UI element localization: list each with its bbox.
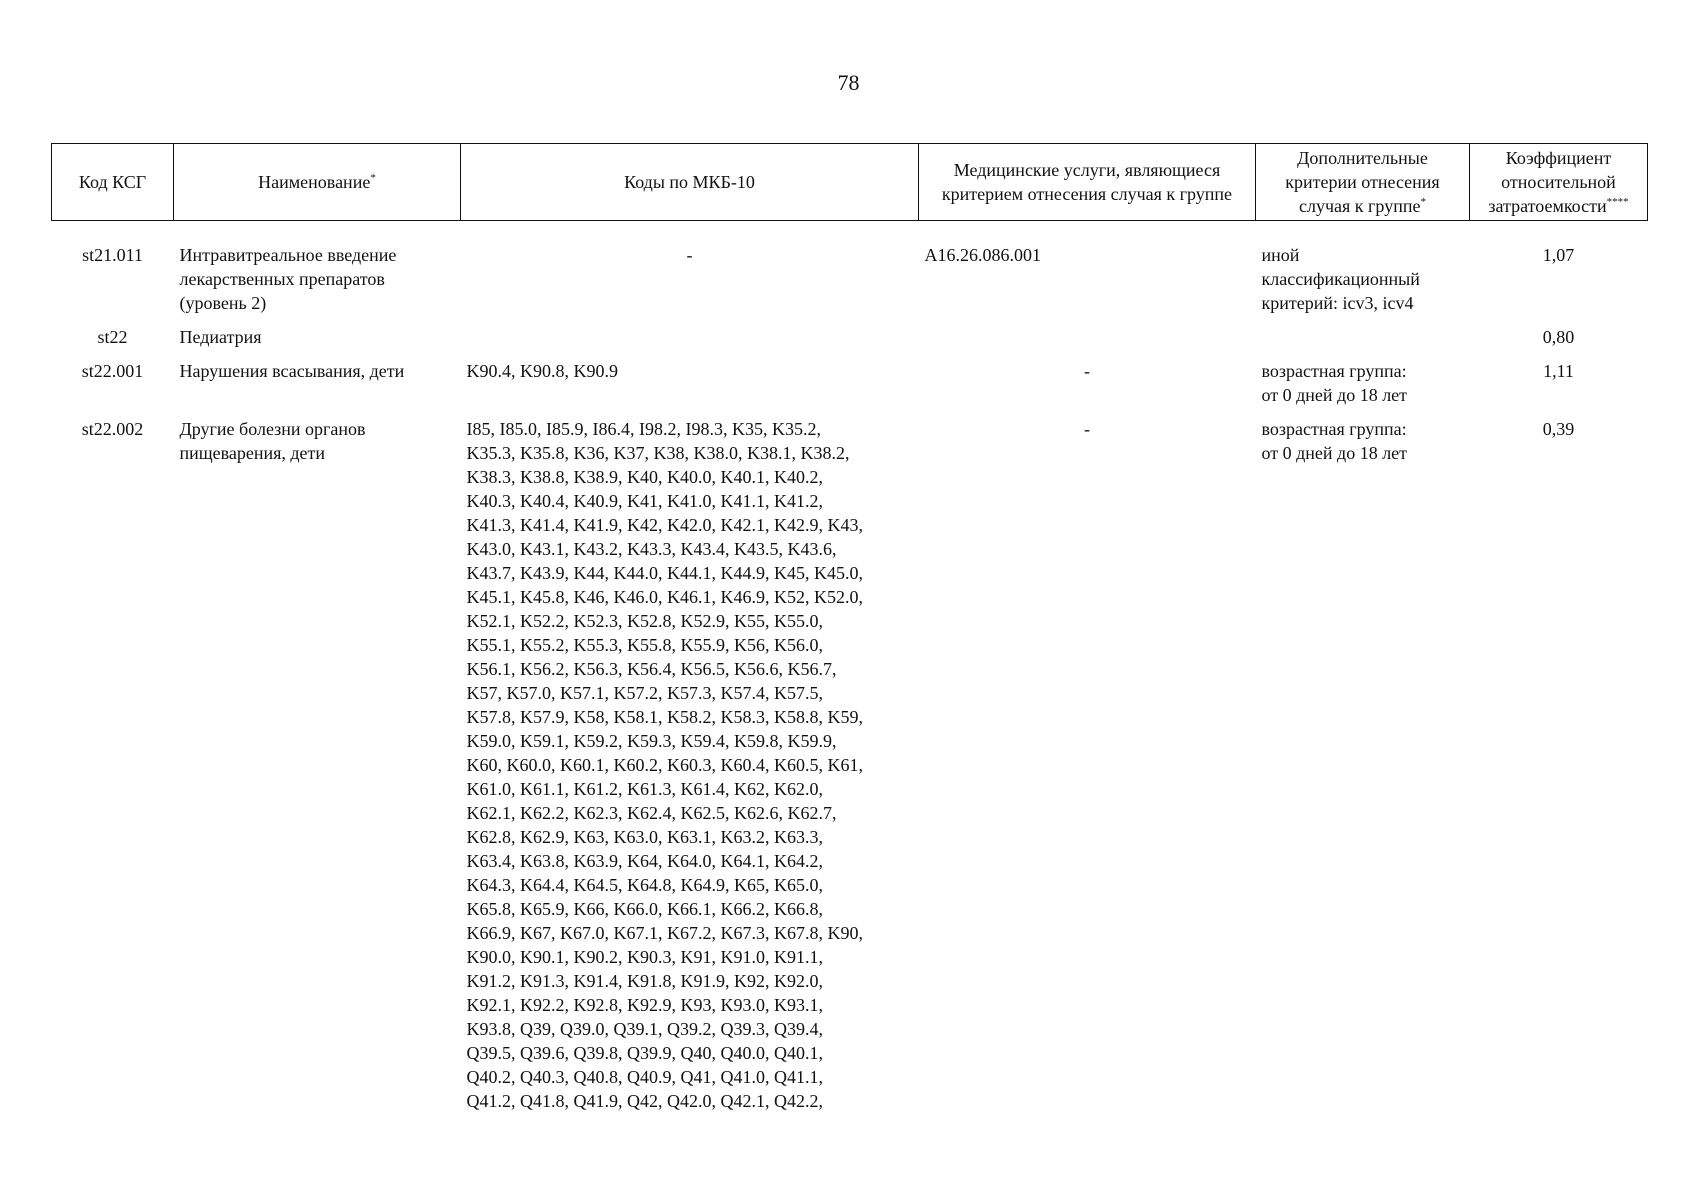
cell-code: st22.001 bbox=[81, 361, 144, 381]
header-criteria: Дополнительные критерии отнесения случая к группе* bbox=[1256, 144, 1470, 221]
cell-mkb bbox=[461, 325, 919, 359]
footnote-mark: * bbox=[370, 172, 376, 184]
table-row bbox=[52, 359, 1648, 417]
cell-coefficient: 1,07 bbox=[1542, 245, 1575, 265]
header-mkb: Коды по МКБ-10 bbox=[461, 144, 919, 221]
cell-services: - bbox=[1084, 419, 1090, 439]
table-row bbox=[52, 325, 1648, 359]
cell-services bbox=[919, 325, 1256, 359]
cell-services: - bbox=[1084, 361, 1090, 381]
cell-coefficient: 1,11 bbox=[1543, 361, 1574, 381]
cell-mkb: K90.4, K90.8, K90.9 bbox=[466, 361, 618, 381]
ksg-table bbox=[51, 143, 1648, 1123]
table-row bbox=[52, 417, 1648, 1123]
header-coefficient: Коэффициент относительной затратоемкости**** bbox=[1470, 144, 1648, 221]
cell-code: st22.002 bbox=[81, 419, 144, 439]
spacer-row bbox=[52, 221, 1648, 244]
cell-criteria: возрастная группа: от 0 дней до 18 лет bbox=[1261, 419, 1408, 463]
cell-name: Педиатрия bbox=[179, 327, 262, 347]
cell-code: st21.011 bbox=[82, 245, 143, 265]
cell-name: Интравитреальное введение лекарственных препаратов (уровень 2) bbox=[179, 245, 397, 313]
page-number: 78 bbox=[837, 70, 860, 95]
cell-criteria bbox=[1256, 325, 1470, 359]
cell-coefficient: 0,39 bbox=[1542, 419, 1575, 439]
cell-criteria: возрастная группа: от 0 дней до 18 лет bbox=[1261, 361, 1408, 405]
table-header-row bbox=[52, 144, 1648, 221]
cell-name: Другие болезни органов пищеварения, дети bbox=[179, 419, 366, 463]
cell-mkb: I85, I85.0, I85.9, I86.4, I98.2, I98.3, K35, K35.2, K35.3, K35.8, K36, K37, K38, K38.0, K38.1, K38.2, K38.3, K38.8, K38.9, K40, K40.0, K40.1, K40.2, K40.3, K40.4, K40.9, K41, K41.0, K41.1, K41.2, K41.3, K41.4, K41.9, K42, K42.0, K42.1, K42.9, K43, K43.0, K43.1, K43.2, K43.3, K43.4, K43.5, K43.6, K43.7, K43.9, K44, K44.0, K44.1, K44.9, K45, K45.0, K45.1, K45.8, K46, K46.0, K46.1, K46.9, K52, K52.0, K52.1, K52.2, K52.3, K52.8, K52.9, K55, K55.0, K55.1, K55.2, K55.3, K55.8, K55.9, K56, K56.0, K56.1, K56.2, K56.3, K56.4, K56.5, K56.6, K56.7, K57, K57.0, K57.1, K57.2, K57.3, K57.4, K57.5, K57.8, K57.9, K58, K58.1, K58.2, K58.3, K58.8, K59, K59.0, K59.1, K59.2, K59.3, K59.4, K59.8, K59.9, K60, K60.0, K60.1, K60.2, K60.3, K60.4, K60.5, K61, K61.0, K61.1, K61.2, K61.3, K61.4, K62, K62.0, K62.1, K62.2, K62.3, K62.4, K62.5, K62.6, K62.7, K62.8, K62.9, K63, K63.0, K63.1, K63.2, K63.3, K63.4, K63.8, K63.9, K64, K64.0, K64.1, K64.2, K64.3, K64.4, K64.5, K64.8, K64.9, K65, K65.0, K65.8, K65.9, K66, K66.0, K66.1, K66.2, K66.8, K66.9, K67, K67.0, K67.1, K67.2, K67.3, K67.8, K90, K90.0, K90.1, K90.2, K90.3, K91, K91.0, K91.1, K91.2, K91.3, K91.4, K91.8, K91.9, K92, K92.0, K92.1, K92.2, K92.8, K92.9, K93, K93.0, K93.1, K93.8, Q39, Q39.0, Q39.1, Q39.2, Q39.3, Q39.4, Q39.5, Q39.6, Q39.8, Q39.9, Q40, Q40.0, Q40.1, Q40.2, Q40.3, Q40.8, Q40.9, Q41, Q41.0, Q41.1, Q41.2, Q41.8, Q41.9, Q42, Q42.0, Q42.1, Q42.2, bbox=[466, 419, 863, 1111]
cell-services: A16.26.086.001 bbox=[924, 245, 1041, 265]
cell-code: st22 bbox=[97, 327, 128, 347]
header-name: Наименование* bbox=[174, 144, 461, 221]
footnote-mark: **** bbox=[1606, 196, 1629, 208]
footnote-mark: * bbox=[1420, 196, 1426, 208]
table-row bbox=[52, 243, 1648, 325]
cell-name: Нарушения всасывания, дети bbox=[179, 361, 405, 381]
header-services: Медицинские услуги, являющиеся критерием отнесения случая к группе bbox=[919, 144, 1256, 221]
cell-mkb: - bbox=[686, 245, 693, 265]
header-code: Код КСГ bbox=[52, 144, 174, 221]
cell-coefficient: 0,80 bbox=[1542, 327, 1575, 347]
cell-criteria: иной классификационный критерий: icv3, icv4 bbox=[1261, 245, 1420, 313]
